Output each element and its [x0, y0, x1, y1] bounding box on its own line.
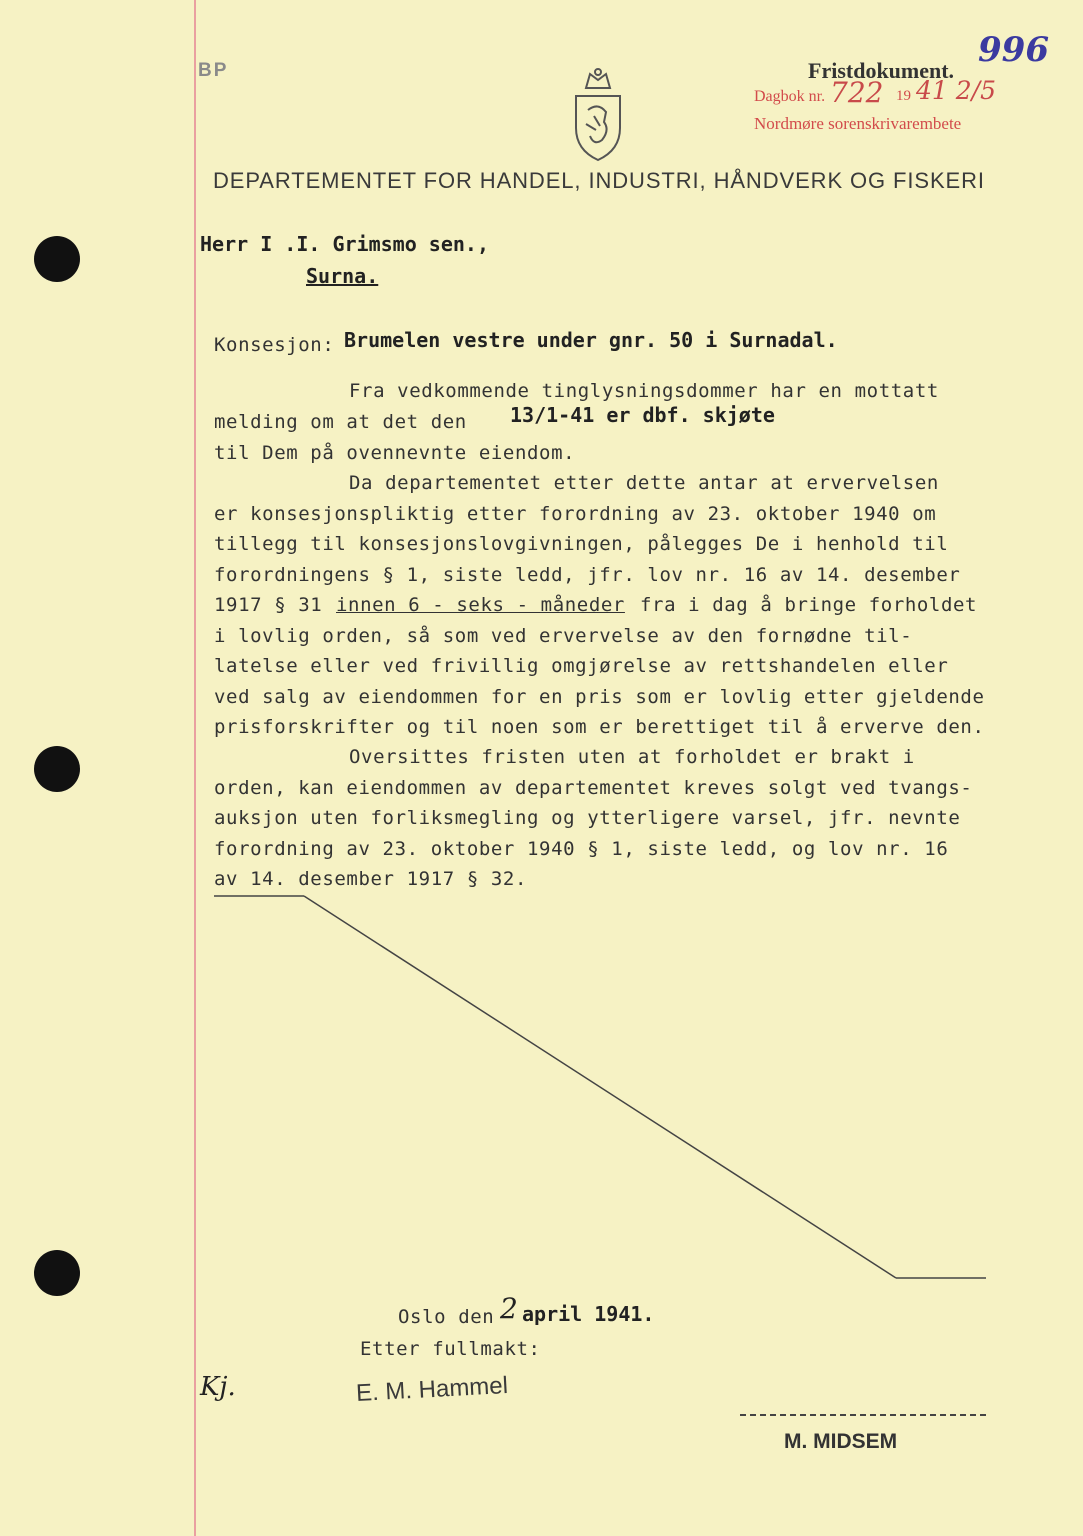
p1-line2-a: melding om at det den — [214, 411, 467, 433]
department-heading: DEPARTEMENTET FOR HANDEL, INDUSTRI, HÅNDVERK OG FISKERI — [213, 168, 985, 193]
p1-line3: til Dem på ovennevnte eiendom. — [214, 442, 576, 464]
signature-dash-line — [740, 1414, 986, 1416]
closing-place-date-a: Oslo den — [398, 1306, 495, 1328]
p2-line4: forordningens § 1, siste ledd, jfr. lov nr. 16 av 14. desember — [214, 564, 961, 586]
p2-line8: ved salg av eiendommen for en pris som er lovlig etter gjeldende — [214, 686, 985, 708]
p2-line6: i lovlig orden, så som ved ervervelse av den fornødne til- — [214, 625, 913, 647]
p2-line7: latelse eller ved frivillig omgjørelse av rettshandelen eller — [214, 655, 949, 677]
p2-line5-b: innen 6 - seks - måneder — [336, 594, 625, 616]
recipient-name: Herr I .I. Grimsmo sen., — [200, 232, 489, 256]
closing-signature: E. M. Hammel — [355, 1372, 509, 1407]
subject-value: Brumelen vestre under gnr. 50 i Surnadal. — [344, 328, 838, 352]
subject-label: Konsesjon: — [214, 334, 335, 356]
p2-line3: tillegg til konsesjonslovgivningen, pålegges De i henhold til — [214, 533, 949, 555]
p3-line4: forordning av 23. oktober 1940 § 1, siste ledd, og lov nr. 16 — [214, 838, 949, 860]
p1-line2-b: 13/1-41 er dbf. skjøte — [510, 403, 775, 427]
closing-initials-hand: Kj. — [200, 1372, 236, 1402]
page-number: 996 — [978, 30, 1049, 70]
stamp-year-prefix: 19 — [896, 88, 911, 104]
closing-authority: Etter fullmakt: — [360, 1338, 541, 1360]
p2-line9: prisforskrifter og til noen som er berettiget til å erverve den. — [214, 716, 985, 738]
stamp-dagbok-label: Dagbok nr. — [754, 88, 826, 105]
header-initials: BP — [198, 60, 229, 81]
stamp-dagbok-no: 722 — [830, 76, 884, 109]
p2-line5-c: fra i dag å bringe forholdet — [640, 594, 978, 616]
p2-line5-a: 1917 § 31 — [214, 594, 323, 616]
closing-signatory: M. MIDSEM — [784, 1430, 898, 1453]
stamp-title: Fristdokument. — [808, 58, 955, 83]
p2-line2: er konsesjonspliktig etter forordning av 23. oktober 1940 om — [214, 503, 937, 525]
stamp-date: 41 2/5 — [916, 76, 996, 105]
p3-line2: orden, kan eiendommen av departementet kreves solgt ved tvangs- — [214, 777, 973, 799]
closing-place-date-b: april 1941. — [522, 1302, 655, 1326]
p1-line1: Fra vedkommende tinglysningsdommer har en mottatt — [349, 380, 939, 402]
p3-line5: av 14. desember 1917 § 32. — [214, 868, 528, 890]
p3-line1: Oversittes fristen uten at forholdet er brakt i — [349, 746, 915, 768]
p3-line3: auksjon uten forliksmegling og ytterligere varsel, jfr. nevnte — [214, 807, 961, 829]
closing-date-day: 2 — [500, 1292, 518, 1325]
stamp-office: Nordmøre sorenskrivarembete — [754, 114, 962, 133]
recipient-place: Surna. — [306, 264, 379, 288]
p2-line1: Da departementet etter dette antar at ervervelsen — [349, 472, 939, 494]
